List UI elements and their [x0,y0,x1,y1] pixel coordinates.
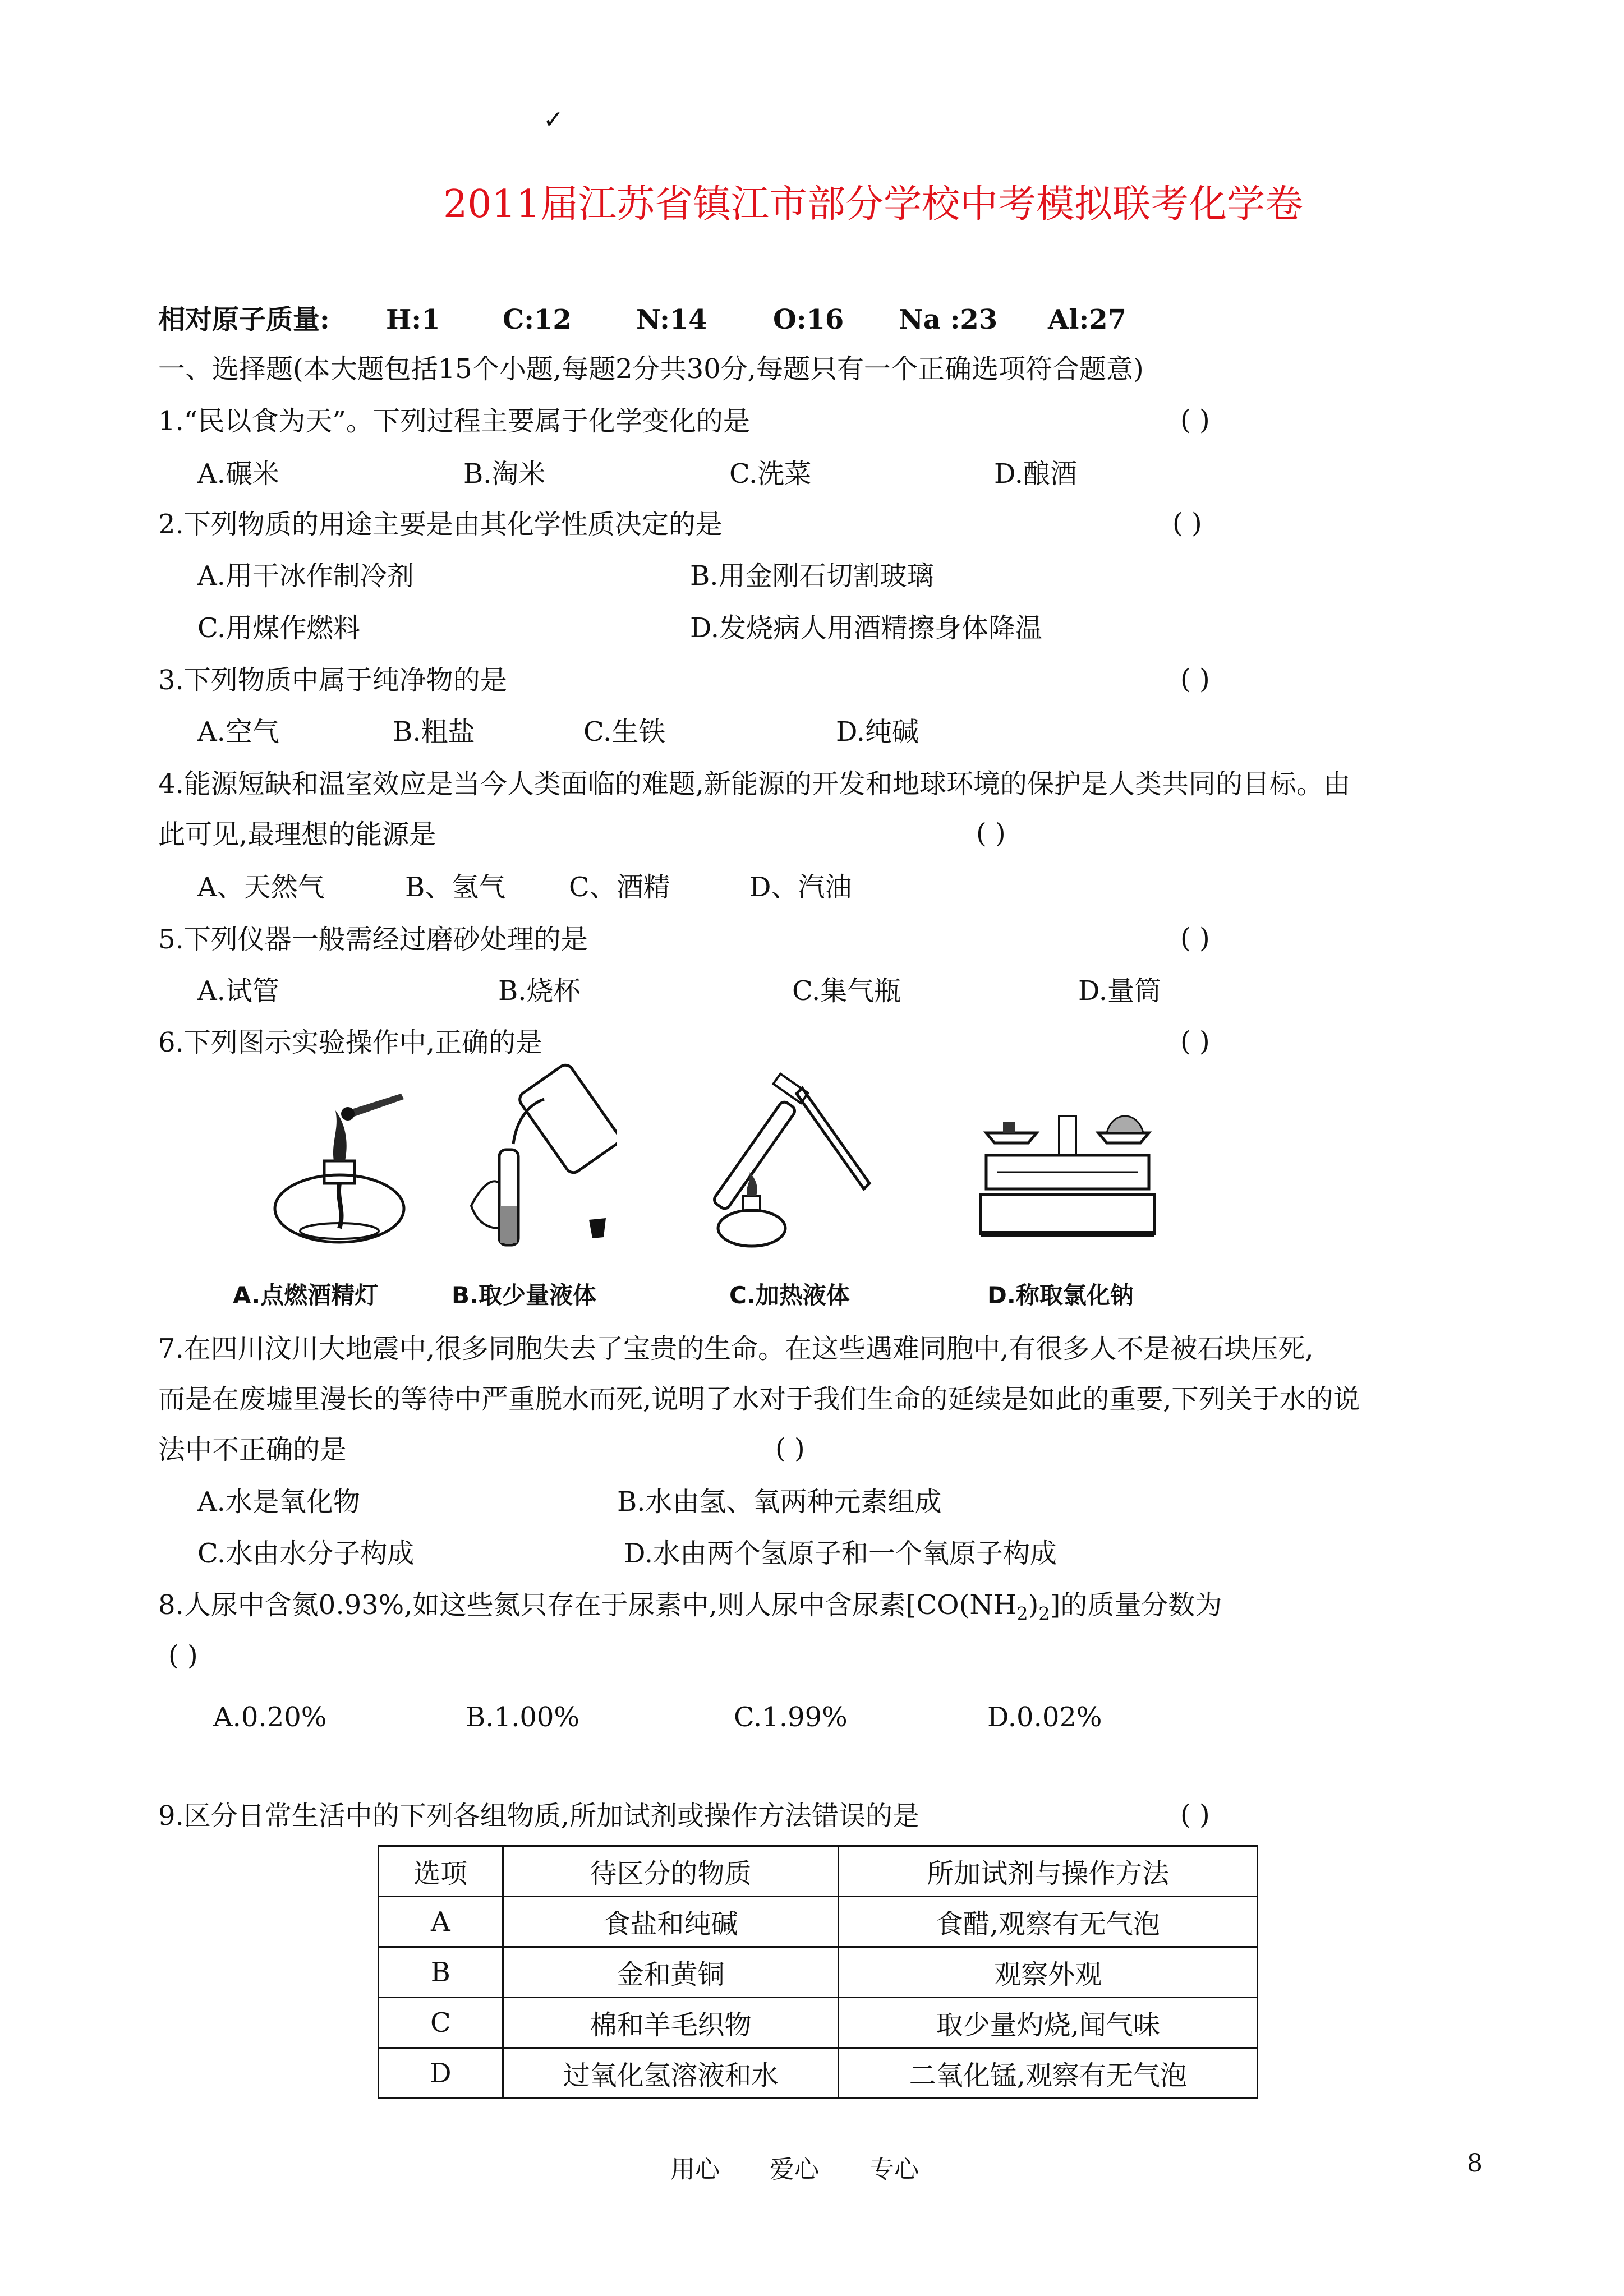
q4-option-d: D、汽油 [749,872,852,903]
table-cell: 取少量灼烧,闻气味 [839,1998,1258,2048]
q7-answer-paren: ( ) [775,1433,805,1464]
table-header-cell: 所加试剂与操作方法 [839,1846,1258,1897]
q1-option-d: D.酿酒 [994,458,1078,490]
table-row [379,1998,1258,2048]
q7-option-b: B.水由氢、氧两种元素组成 [617,1486,942,1518]
q2-stem: 2.下列物质的用途主要是由其化学性质决定的是 [158,509,723,540]
section-heading: 一、选择题(本大题包括15个小题,每题2分共30分,每题只有一个正确选项符合题意) [158,353,1144,385]
table-row [379,1897,1258,1947]
table-cell: 过氧化氢溶液和水 [503,2048,839,2099]
q5-option-d: D.量筒 [1078,975,1162,1007]
q6-stem: 6.下列图示实验操作中,正确的是 [158,1027,543,1058]
figure-caption-b: B.取少量液体 [452,1281,596,1309]
atomic-mass-h: H:1 [386,304,440,335]
table-header-row [379,1846,1258,1897]
table-cell: B [379,1947,503,1998]
q3-stem: 3.下列物质中属于纯净物的是 [158,665,507,696]
q4-option-a: A、天然气 [197,872,325,903]
q5-option-c: C.集气瓶 [792,975,901,1007]
table-cell: 食盐和纯碱 [503,1897,839,1947]
atomic-mass-n: N:14 [636,304,707,335]
atomic-mass-na: Na :23 [899,304,998,335]
q2-option-b: B.用金刚石切割玻璃 [690,560,934,592]
table-cell: 棉和羊毛织物 [503,1998,839,2048]
footer-motto-2: 爱心 [770,2155,819,2184]
q3-answer-paren: ( ) [1180,663,1210,695]
footer-motto-3: 专心 [869,2155,919,2184]
q7-stem-line2: 而是在废墟里漫长的等待中严重脱水而死,说明了水对于我们生命的延续是如此的重要,下列关于水的说 [158,1384,1360,1415]
q2-option-c: C.用煤作燃料 [197,612,361,644]
atomic-mass-label: 相对原子质量: [158,304,330,335]
q7-option-d: D.水由两个氢原子和一个氧原子构成 [624,1538,1057,1569]
q3-option-a: A.空气 [197,716,279,748]
table-cell: 二氧化锰,观察有无气泡 [839,2048,1258,2099]
q4-stem-line2: 此可见,最理想的能源是 [158,819,436,850]
figure-weigh-sodium-chloride [975,1110,1160,1245]
q9-answer-paren: ( ) [1180,1799,1210,1831]
q4-option-c: C、酒精 [569,872,670,903]
atomic-mass-o: O:16 [773,304,844,335]
q7-option-c: C.水由水分子构成 [197,1538,415,1569]
figure-light-alcohol-lamp [264,1088,415,1251]
q8-answer-paren: ( ) [168,1640,198,1671]
table-row [379,2048,1258,2099]
table-cell: D [379,2048,503,2099]
q5-stem: 5.下列仪器一般需经过磨砂处理的是 [158,924,588,955]
q7-stem-line1: 7.在四川汶川大地震中,很多同胞失去了宝贵的生命。在这些遇难同胞中,有很多人不是被石块压死, [158,1333,1314,1364]
atomic-mass-al: Al:27 [1048,304,1126,335]
q4-option-b: B、氢气 [405,872,506,903]
q5-option-a: A.试管 [197,975,279,1007]
q9-options-table [378,1845,1258,2099]
table-cell: A [379,1897,503,1947]
q8-stem: 8.人尿中含氮0.93%,如这些氮只存在于尿素中,则人尿中含尿素$[CO(NH_2)_2]$的质量分数为 [158,1589,1222,1625]
table-row [379,1947,1258,1998]
q1-answer-paren: ( ) [1180,404,1210,436]
q8-option-a: A.0.20% [213,1702,327,1733]
q2-option-a: A.用干冰作制冷剂 [197,560,414,592]
q9-stem: 9.区分日常生活中的下列各组物质,所加试剂或操作方法错误的是 [158,1800,920,1832]
table-cell: 食醋,观察有无气泡 [839,1897,1258,1947]
page-title: 2011届江苏省镇江市部分学校中考模拟联考化学卷 [443,182,1304,227]
table-cell: 观察外观 [839,1947,1258,1998]
figure-heat-liquid [712,1071,881,1256]
figure-caption-a: A.点燃酒精灯 [233,1281,379,1309]
q4-stem-line1: 4.能源短缺和温室效应是当今人类面临的难题,新能源的开发和地球环境的保护是人类共同的目标。由 [158,768,1351,800]
q1-option-a: A.碾米 [197,458,279,490]
q2-option-d: D.发烧病人用酒精擦身体降温 [690,612,1043,644]
page-number: 8 [1467,2149,1483,2178]
figure-take-liquid [460,1060,617,1251]
table-header-cell: 选项 [379,1846,503,1897]
figure-caption-c: C.加热液体 [729,1281,850,1309]
table-cell: C [379,1998,503,2048]
q3-option-d: D.纯碱 [836,716,919,748]
q4-answer-paren: ( ) [976,818,1006,849]
table-header-cell: 待区分的物质 [503,1846,839,1897]
q7-stem-line3: 法中不正确的是 [158,1434,347,1465]
q6-answer-paren: ( ) [1180,1026,1210,1057]
q3-option-b: B.粗盐 [393,716,475,748]
q7-option-a: A.水是氧化物 [197,1486,360,1518]
q8-option-d: D.0.02% [987,1702,1102,1733]
q8-option-b: B.1.00% [466,1702,580,1733]
q1-option-b: B.淘米 [463,458,546,490]
q3-option-c: C.生铁 [583,716,666,748]
q5-option-b: B.烧杯 [498,975,581,1007]
q5-answer-paren: ( ) [1180,923,1210,954]
figure-caption-d: D.称取氯化钠 [987,1281,1134,1309]
q2-answer-paren: ( ) [1172,508,1202,539]
q8-option-c: C.1.99% [734,1702,848,1733]
atomic-mass-c: C:12 [503,304,572,335]
checkmark: ✓ [543,105,564,134]
footer-motto-1: 用心 [670,2155,720,2184]
table-cell: 金和黄铜 [503,1947,839,1998]
q1-stem: 1.“民以食为天”。下列过程主要属于化学变化的是 [158,405,750,437]
q1-option-c: C.洗菜 [729,458,812,490]
